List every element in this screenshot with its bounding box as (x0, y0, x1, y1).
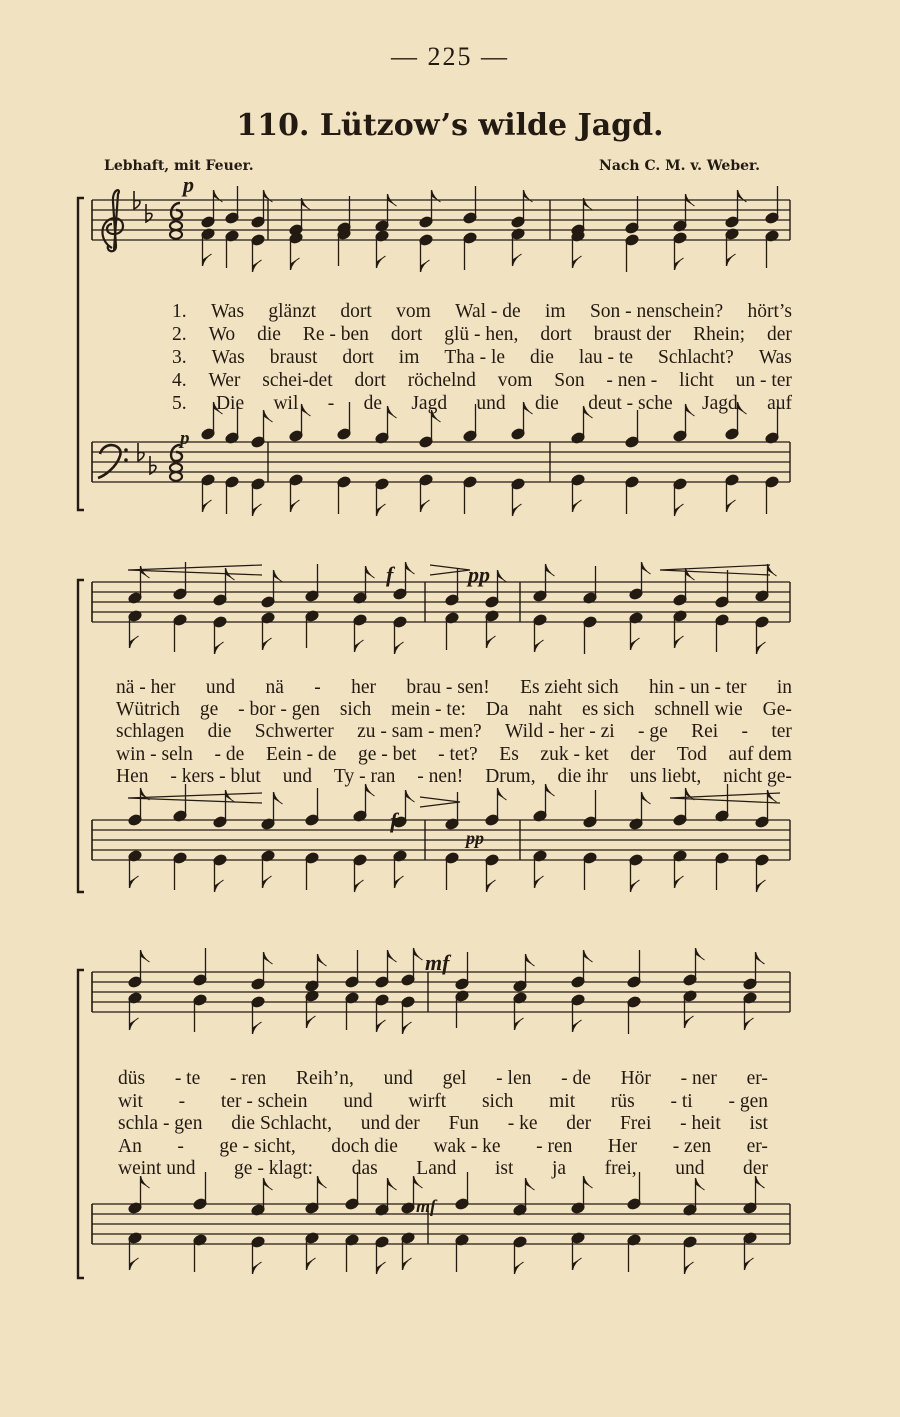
note-flag (307, 1258, 316, 1270)
note-flag (675, 876, 684, 888)
treble-clef-icon (102, 190, 123, 251)
time-signature-eight (170, 221, 182, 239)
lyric-syllable: der (743, 1158, 768, 1179)
flat-icon (146, 204, 152, 222)
lyric-syllable: die (207, 721, 232, 742)
note-flag (253, 504, 262, 516)
note-flag (253, 260, 262, 272)
note-flag (535, 876, 544, 888)
lyric-syllable: braust der (593, 324, 672, 345)
note-flag (403, 1258, 412, 1270)
verse-number: 5. (172, 393, 187, 414)
verse-line (172, 369, 792, 392)
verse-line (118, 1157, 768, 1180)
crescendo-hairpin (660, 565, 770, 575)
note-flag (546, 564, 555, 576)
lyric-syllable: wak - ke (433, 1136, 501, 1157)
lyric-syllable: Re - ben (302, 324, 369, 345)
verse-line (116, 698, 792, 721)
lyric-syllable: Hen (116, 766, 149, 787)
note-flag (573, 256, 582, 268)
note-flag (264, 952, 273, 964)
lyric-syllable: der (767, 324, 792, 345)
note-flag (675, 636, 684, 648)
lyric-syllable: Eein - de (265, 744, 337, 765)
system-bracket (78, 198, 84, 510)
note-flag (573, 500, 582, 512)
lyric-syllable: - (314, 677, 321, 698)
lyric-syllable: Wo (208, 324, 236, 345)
lyric-syllable: uns liebt, (629, 766, 702, 787)
lyric-syllable: licht (679, 370, 714, 391)
note-flag (403, 1022, 412, 1034)
lyric-syllable: ja (552, 1158, 567, 1179)
lyric-syllable: ist (494, 1158, 514, 1179)
note-flag (291, 500, 300, 512)
lyric-syllable: Es (499, 744, 519, 765)
lyric-syllable: dort (340, 301, 372, 322)
dynamic-p-top: p (183, 172, 194, 197)
lyric-syllable: ge (199, 699, 219, 720)
note-flag (768, 564, 777, 576)
lyric-syllable: dort (540, 324, 572, 345)
lyric-syllable: Her (607, 1136, 638, 1157)
dynamic-f: f (386, 562, 394, 587)
lyric-syllable: auf dem (728, 744, 792, 765)
note-flag (388, 950, 397, 962)
note-flag (406, 562, 415, 574)
lyric-syllable: ge - bet (358, 744, 417, 765)
note-flag (203, 500, 212, 512)
lyric-syllable: - de (561, 1068, 591, 1089)
lyric-syllable: ter - schein (220, 1091, 308, 1112)
lyric-syllable: - ren (536, 1136, 573, 1157)
lyric-syllable: und (205, 677, 236, 698)
lyric-syllable: vom (497, 370, 533, 391)
time-signature-eight (170, 463, 182, 481)
note-flag (487, 636, 496, 648)
lyric-syllable: Wütrich (116, 699, 180, 720)
lyric-syllable: - ke (507, 1113, 538, 1134)
note-flag (274, 570, 283, 582)
note-flag (498, 570, 507, 582)
lyric-syllable: ter (771, 721, 792, 742)
note-flag (757, 880, 766, 892)
note-flag (757, 642, 766, 654)
note-flag (377, 504, 386, 516)
lyric-syllable: - (741, 721, 749, 742)
note-flag (366, 566, 375, 578)
note-flag (685, 1262, 694, 1274)
verse-line (118, 1112, 768, 1135)
lyric-syllable: auf (767, 393, 792, 414)
dynamic-p-bass: p (180, 428, 190, 449)
lyric-syllable: Es zieht sich (520, 677, 619, 698)
lyric-syllable: - (327, 393, 335, 414)
lyric-syllable: röchelnd (407, 370, 476, 391)
verse-number: 2. (172, 324, 187, 345)
lyric-syllable: - nen! (417, 766, 464, 787)
composer-credit: Nach C. M. v. Weber. (599, 158, 760, 174)
note-flag (253, 1262, 262, 1274)
lyric-syllable: - tet? (438, 744, 478, 765)
lyric-syllable: - de (214, 744, 245, 765)
note-flag (686, 568, 695, 580)
note-flag (141, 566, 150, 578)
lyric-syllable: Son - nenschein? (589, 301, 724, 322)
lyric-syllable: dort (354, 370, 386, 391)
lyric-syllable: weint und (118, 1158, 196, 1179)
note-flag (675, 504, 684, 516)
lyric-syllable: - kers - blut (170, 766, 261, 787)
lyric-syllable: die (530, 347, 554, 368)
verse-line (118, 1135, 768, 1158)
flat-icon (138, 443, 144, 461)
note-flag (515, 1018, 524, 1030)
note-flag (515, 1262, 524, 1274)
bass-clef-dot (124, 448, 128, 452)
note-flag (535, 640, 544, 652)
note-flag (573, 1258, 582, 1270)
verse-line (172, 300, 792, 323)
note-flag (421, 260, 430, 272)
lyric-syllable: - heit (680, 1113, 721, 1134)
note-flag (526, 954, 535, 966)
lyric-syllable: - (178, 1091, 186, 1112)
note-flag (631, 880, 640, 892)
lyric-syllable: braust (269, 347, 318, 368)
flat-icon (134, 191, 140, 209)
verse-line (118, 1067, 768, 1090)
note-flag (377, 256, 386, 268)
lyric-syllable: frei, (604, 1158, 637, 1179)
note-flag (215, 642, 224, 654)
lyric-syllable: gel (442, 1068, 467, 1089)
lyric-syllable: der (630, 744, 656, 765)
lyric-syllable: de (363, 393, 382, 414)
lyric-syllable: glü - hen, (444, 324, 519, 345)
lyric-syllable: un - ter (735, 370, 792, 391)
lyric-syllable: schei-det (262, 370, 333, 391)
lyric-syllable: Schlacht? (658, 347, 734, 368)
verse-line (172, 346, 792, 369)
decrescendo-hairpin (420, 797, 460, 807)
lyric-syllable: in (776, 677, 792, 698)
lyric-syllable: der (566, 1113, 592, 1134)
system-bracket (78, 580, 84, 892)
dynamic-f-bass: f (390, 808, 398, 833)
lyric-syllable: glänzt (268, 301, 317, 322)
lyric-syllable: Frei (619, 1113, 652, 1134)
note-flag (377, 1262, 386, 1274)
note-flag (642, 562, 651, 574)
lyric-syllable: zu - sam - men? (357, 721, 482, 742)
lyric-syllable: im (398, 347, 420, 368)
lyric-syllable: naht (528, 699, 563, 720)
lyric-syllable: Wal - de (455, 301, 521, 322)
note-flag (318, 954, 327, 966)
note-flag (355, 880, 364, 892)
lyric-syllable: ist (749, 1113, 768, 1134)
lyric-syllable: und (675, 1158, 705, 1179)
verse-line (116, 743, 792, 766)
verse-line (172, 323, 792, 346)
lyric-syllable: wil (273, 393, 299, 414)
lyric-syllable: Was (211, 347, 245, 368)
lyric-syllable: Son (554, 370, 585, 391)
note-flag (215, 880, 224, 892)
note-flag (421, 500, 430, 512)
lyric-syllable: win - seln (116, 744, 193, 765)
decrescendo-hairpin (430, 565, 470, 575)
lyric-syllable: her (351, 677, 376, 698)
lyric-syllable: Wer (208, 370, 241, 391)
lyric-syllable: und (343, 1091, 373, 1112)
note-flag (263, 876, 272, 888)
verse-line (116, 676, 792, 699)
lyric-syllable: und (282, 766, 312, 787)
lyric-syllable: Reih’n, (295, 1068, 354, 1089)
lyric-syllable: die ihr (557, 766, 608, 787)
lyric-syllable: Wild - her - zi (504, 721, 615, 742)
lyric-syllable: schnell wie (654, 699, 743, 720)
bass-clef-dot (124, 458, 128, 462)
lyric-syllable: Was (758, 347, 792, 368)
tempo-marking: Lebhaft, mit Feuer. (104, 158, 254, 174)
note-flag (696, 948, 705, 960)
lyric-syllable: rüs (610, 1091, 635, 1112)
lyric-syllable: sich (339, 699, 372, 720)
lyric-syllable: und der (360, 1113, 420, 1134)
note-flag (291, 258, 300, 270)
note-flag (745, 1018, 754, 1030)
system1-lyrics (172, 300, 792, 420)
lyric-syllable: - nen - (606, 370, 658, 391)
note-flag (130, 1018, 139, 1030)
note-flag (130, 876, 139, 888)
note-flag (685, 1016, 694, 1028)
note-flag (675, 258, 684, 270)
lyric-syllable: ge - sicht, (219, 1136, 296, 1157)
lyric-syllable: schlagen (116, 721, 185, 742)
lyric-syllable: nä - her (116, 677, 176, 698)
verse-number: 4. (172, 370, 187, 391)
lyric-syllable: nicht ge- (723, 766, 792, 787)
lyric-syllable: schla - gen (118, 1113, 203, 1134)
note-flag (727, 500, 736, 512)
lyric-syllable: Ge- (762, 699, 792, 720)
dynamic-mf-bass: mf (416, 1196, 436, 1216)
lyric-syllable: er- (746, 1068, 768, 1089)
lyric-syllable: sich (481, 1091, 514, 1112)
lyric-syllable: zuk - ket (540, 744, 609, 765)
note-flag (130, 1258, 139, 1270)
lyric-syllable: Land (416, 1158, 457, 1179)
note-flag (307, 1016, 316, 1028)
lyric-syllable: - bor - gen (238, 699, 320, 720)
note-flag (513, 504, 522, 516)
time-signature-six (171, 203, 182, 219)
note-flag (253, 1022, 262, 1034)
system3-lyrics (118, 1067, 768, 1187)
note-flag (584, 950, 593, 962)
note-flag (395, 876, 404, 888)
lyric-syllable: - te (174, 1068, 201, 1089)
lyric-syllable: düs (118, 1068, 146, 1089)
note-flag (377, 1020, 386, 1032)
lyric-syllable: Rei (691, 721, 719, 742)
lyric-syllable: Die (215, 393, 245, 414)
lyric-syllable: hört’s (747, 301, 792, 322)
lyric-syllable: - len (496, 1068, 532, 1089)
lyric-syllable: nä (265, 677, 284, 698)
system-bracket (78, 970, 84, 1278)
lyric-syllable: Tod (676, 744, 707, 765)
lyric-syllable: die (535, 393, 559, 414)
lyric-syllable: - ner (680, 1068, 717, 1089)
lyric-syllable: das (351, 1158, 378, 1179)
lyric-syllable: - (177, 1136, 184, 1157)
flat-icon (150, 456, 156, 474)
note-flag (414, 948, 423, 960)
page-number: — 225 — (391, 42, 509, 71)
lyric-syllable: die (257, 324, 281, 345)
verse-line (116, 720, 792, 743)
verse-line (118, 1090, 768, 1113)
lyric-syllable: - ti (670, 1091, 693, 1112)
note-flag (263, 638, 272, 650)
note-flag (203, 254, 212, 266)
lyric-syllable: Fun (448, 1113, 479, 1134)
note-flag (395, 642, 404, 654)
lyric-syllable: - zen (672, 1136, 712, 1157)
verse-number: 1. (172, 301, 187, 322)
crescendo-hairpin (128, 565, 262, 575)
lyric-syllable: Rhein; (693, 324, 746, 345)
lyric-syllable: Drum, (485, 766, 536, 787)
lyric-syllable: - ren (229, 1068, 267, 1089)
lyric-syllable: - gen (728, 1091, 768, 1112)
note-flag (513, 254, 522, 266)
system2-lyrics (116, 676, 792, 796)
lyric-syllable: brau - sen! (406, 677, 490, 698)
lyric-syllable: Ty - ran (333, 766, 396, 787)
note-flag (631, 638, 640, 650)
lyric-syllable: Schwerter (254, 721, 334, 742)
lyric-syllable: wirft (408, 1091, 447, 1112)
lyric-syllable: und (476, 393, 506, 414)
lyric-syllable: im (545, 301, 566, 322)
lyric-syllable: vom (396, 301, 431, 322)
note-flag (487, 880, 496, 892)
lyric-syllable: Jagd (411, 393, 448, 414)
verse-line (116, 765, 792, 788)
dynamic-pp: pp (468, 562, 490, 587)
dynamic-mf: mf (425, 950, 450, 975)
lyric-syllable: Da (485, 699, 509, 720)
lyric-syllable: ge - klagt: (234, 1158, 314, 1179)
lyric-syllable: dort (342, 347, 374, 368)
lyric-syllable: Tha - le (444, 347, 506, 368)
note-flag (141, 950, 150, 962)
lyric-syllable: Jagd (702, 393, 738, 414)
lyric-syllable: doch die (331, 1136, 398, 1157)
lyric-syllable: wit (118, 1091, 143, 1112)
lyric-syllable: - ge (637, 721, 668, 742)
lyric-syllable: er- (746, 1136, 768, 1157)
note-flag (355, 640, 364, 652)
lyric-syllable: die Schlacht, (231, 1113, 332, 1134)
lyric-syllable: es sich (582, 699, 635, 720)
lyric-syllable: mein - te: (391, 699, 466, 720)
lyric-syllable: Hör (620, 1068, 651, 1089)
verse-line (172, 392, 792, 415)
lyric-syllable: dort (390, 324, 423, 345)
lyric-syllable: lau - te (578, 347, 633, 368)
lyric-syllable: deut - sche (588, 393, 673, 414)
song-title: 110. Lützow’s wilde Jagd. (236, 108, 664, 143)
note-flag (727, 254, 736, 266)
dynamic-pp-bass: pp (466, 828, 484, 848)
lyric-syllable: hin - un - ter (648, 677, 747, 698)
lyric-syllable: und (383, 1068, 413, 1089)
lyric-syllable: An (118, 1136, 142, 1157)
note-flag (573, 1020, 582, 1032)
note-flag (130, 636, 139, 648)
note-flag (756, 952, 765, 964)
lyric-syllable: Was (210, 301, 245, 322)
verse-number: 3. (172, 347, 187, 368)
lyric-syllable: mit (549, 1091, 576, 1112)
note-flag (745, 1258, 754, 1270)
